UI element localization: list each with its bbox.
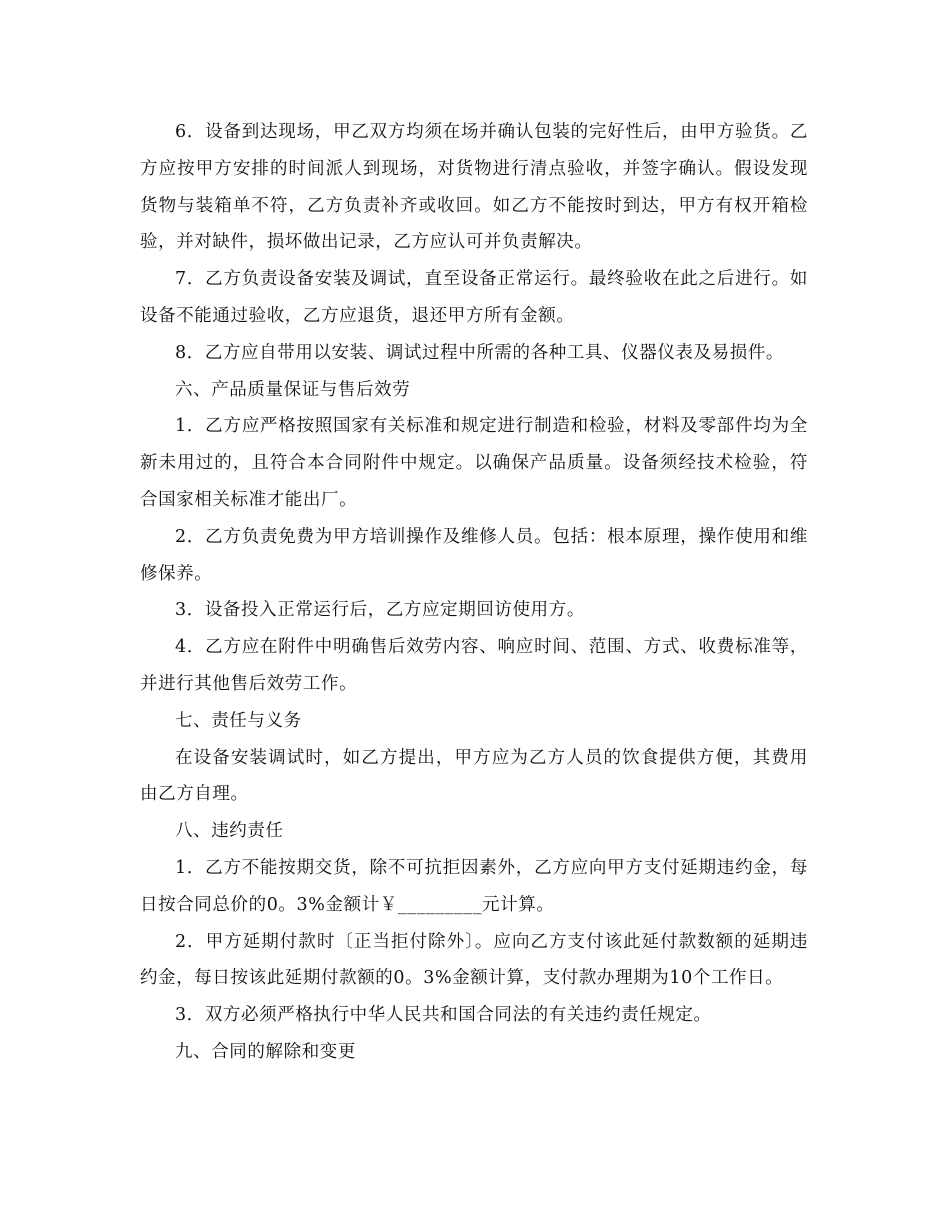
breach-clause-1: 1．乙方不能按期交货，除不可抗拒因素外，乙方应向甲方支付延期违约金，每日按合同总价的0。3%金额计￥_________元计算。 — [140, 857, 808, 915]
breach-clause-3: 3．双方必须严格执行中华人民共和国合同法的有关违约责任规定。 — [175, 1005, 712, 1026]
section-heading-9: 九、合同的解除和变更 — [175, 1041, 356, 1062]
quality-clause-4: 4．乙方应在附件中明确售后效劳内容、响应时间、范围、方式、收费标准等，并进行其他售后效劳工作。 — [140, 637, 808, 694]
section-heading-7: 七、责任与义务 — [175, 710, 302, 731]
section-heading-6: 六、产品质量保证与售后效劳 — [175, 379, 411, 400]
quality-clause-3: 3．设备投入正常运行后，乙方应定期回访使用方。 — [175, 600, 585, 621]
quality-clause-2: 2．乙方负责免费为甲方培训操作及维修人员。包括：根本原理，操作使用和维修保养。 — [140, 526, 808, 584]
breach-clause-2: 2．甲方延期付款时〔正当拒付除外〕。应向乙方支付该此延付款数额的延期违约金，每日按该此延期付款额的0。3%金额计算，支付款办理期为10个工作日。 — [140, 931, 808, 989]
clause-8-tools: 8．乙方应自带用以安装、调试过程中所需的各种工具、仪器仪表及易损件。 — [175, 342, 785, 363]
section-heading-8: 八、违约责任 — [175, 821, 284, 842]
clause-7-installation: 7．乙方负责设备安装及调试，直至设备正常运行。最终验收在此之后进行。如设备不能通过验收，乙方应退货，退还甲方所有金额。 — [140, 269, 808, 326]
document-page — [140, 114, 808, 1071]
clause-6-delivery-inspection: 6．设备到达现场，甲乙双方均须在场并确认包装的完好性后，由甲方验货。乙方应按甲方安排的时间派人到现场，对货物进行清点验收，并签字确认。假设发现货物与装箱单不符，乙方负责补齐或收回。如乙方不能按时到达，甲方有权开箱检验，并对缺件，损坏做出记录，乙方应认可并负责解决。 — [140, 122, 808, 253]
duty-clause: 在设备安装调试时，如乙方提出，甲方应为乙方人员的饮食提供方便，其费用由乙方自理。 — [140, 747, 808, 805]
quality-clause-1: 1．乙方应严格按照国家有关标准和规定进行制造和检验，材料及零部件均为全新未用过的，且符合本合同附件中规定。以确保产品质量。设备须经技术检验，符合国家相关标准才能出厂。 — [140, 416, 808, 510]
